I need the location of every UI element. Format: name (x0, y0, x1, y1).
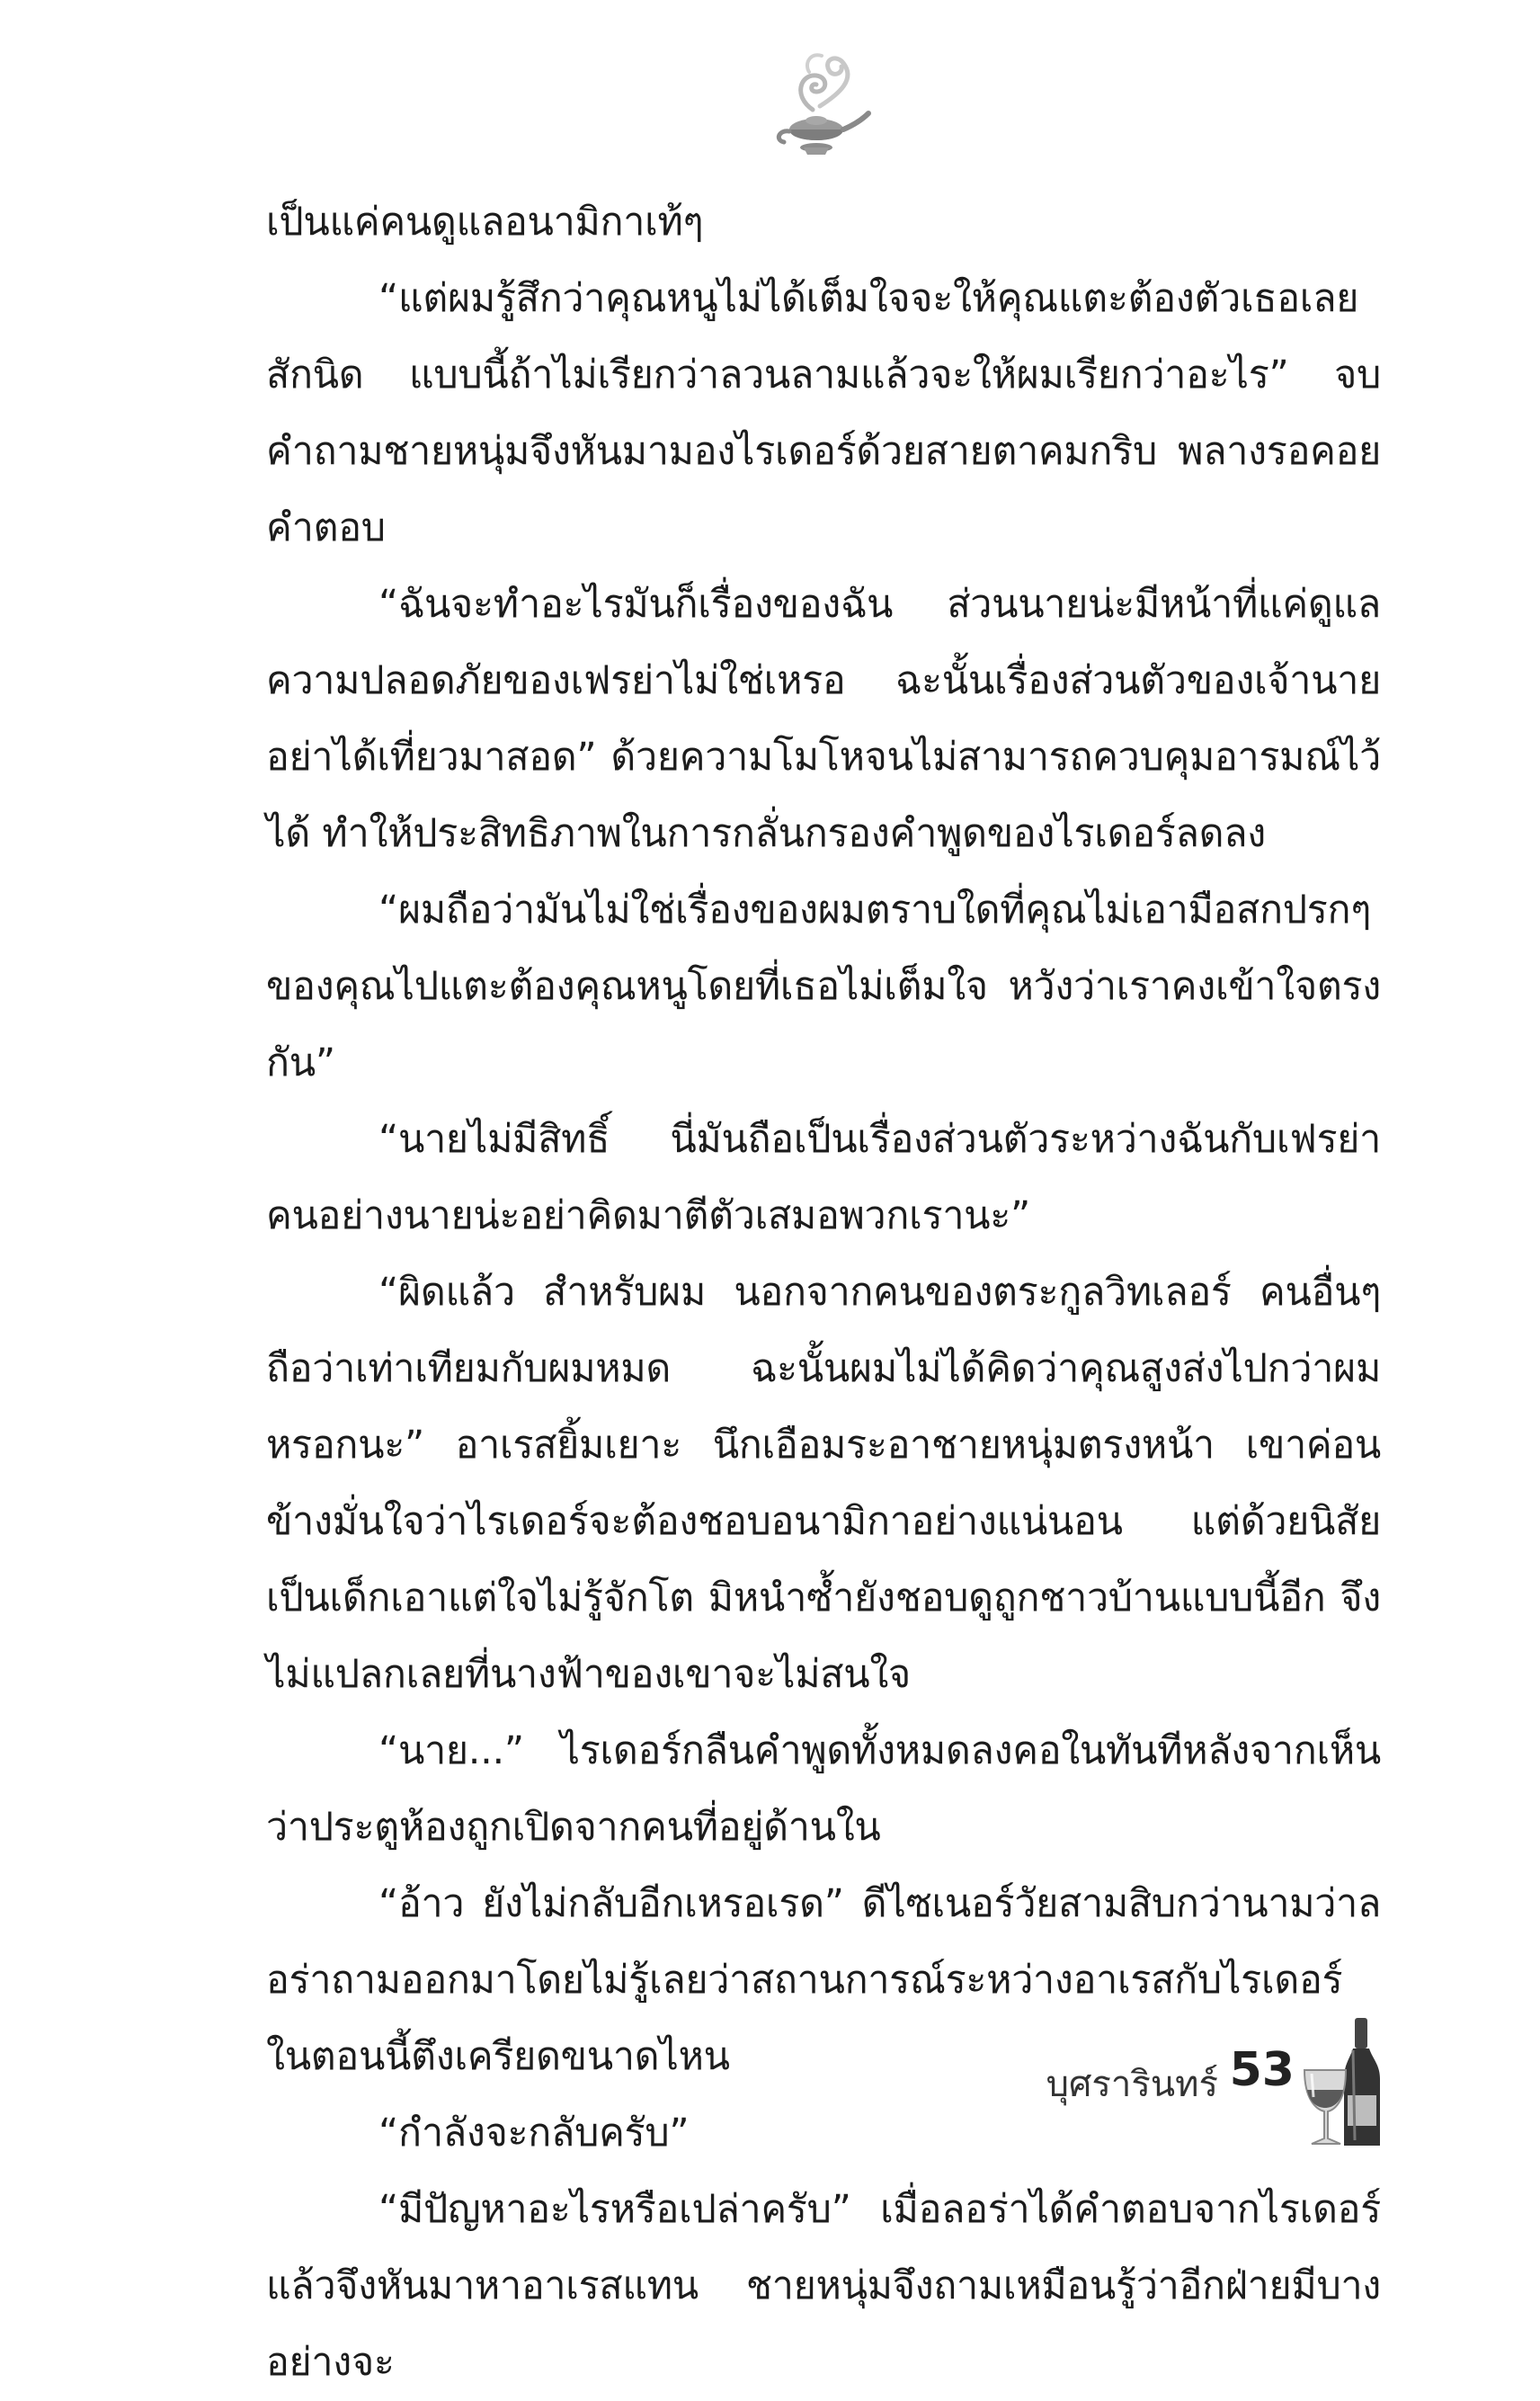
page-number: 53 (1229, 2043, 1295, 2097)
paragraph: “มีปัญหาอะไรหรือเปล่าครับ” เมื่อลอร่าได้คำตอบจากไรเดอร์แล้วจึงหันมาหาอาเรสแทน ชายหนุ่มจึงถามเหมือนรู้ว่าอีกฝ่ายมีบางอย่างจะ (266, 2187, 1381, 2385)
paragraph: “แต่ผมรู้สึกว่าคุณหนูไม่ได้เต็มใจจะให้คุณแตะต้องตัวเธอเลยสักนิด แบบนี้ถ้าไม่เรียกว่าลวนลามแล้วจะให้ผมเรียกว่าอะไร” จบคำถามชายหนุ่มจึงหันมามองไรเดอร์ด้วยสายตาคมกริบ พลางรอคอยคำตอบ (266, 276, 1381, 550)
paragraph: เป็นแค่คนดูแลอนามิกาเท้ๆ (266, 200, 704, 245)
genie-lamp-icon (757, 47, 874, 164)
paragraph: “นายไม่มีสิทธิ์ นี่มันถือเป็นเรื่องส่วนตัวระหว่างฉันกับเฟรย่าคนอย่างนายน่ะอย่าคิดมาตีตัวเสมอพวกเรานะ” (266, 1117, 1381, 1238)
paragraph: “อ้าว ยังไม่กลับอีกเหรอเรด” ดีไซเนอร์วัยสามสิบกว่านามว่าลอร่าถามออกมาโดยไม่รู้เลยว่าสถานการณ์ระหว่างอาเรสกับไรเดอร์ในตอนนี้ตึงเครียดขนาดไหน (266, 1881, 1381, 2079)
paragraph: “กำลังจะกลับครับ” (378, 2111, 690, 2156)
page-footer (1034, 2014, 1393, 2149)
paragraph: “ฉันจะทำอะไรมันก็เรื่องของฉัน ส่วนนายน่ะมีหน้าที่แค่ดูแลความปลอดภัยของเฟรย่าไม่ใช่เหรอ ฉะนั้นเรื่องส่วนตัวของเจ้านายอย่าได้เที่ยวมาสอด” ด้วยความโมโหจนไม่สามารถควบคุมอารมณ์ไว้ได้ ทำให้ประสิทธิภาพในการกลั่นกรองคำพูดของไรเดอร์ลดลง (266, 582, 1381, 856)
author-name: บุศรารินทร์ (1046, 2064, 1218, 2105)
paragraph: “ผิดแล้ว สำหรับผม นอกจากคนของตระกูลวิทเลอร์ คนอื่นๆถือว่าเท่าเทียมกับผมหมด ฉะนั้นผมไม่ได้คิดว่าคุณสูงส่งไปกว่าผมหรอกนะ” อาเรสยิ้มเยาะ นึกเอือมระอาชายหนุ่มตรงหน้า เขาค่อนข้างมั่นใจว่าไรเดอร์จะต้องชอบอนามิกาอย่างแน่นอน แต่ด้วยนิสัยเป็นเด็กเอาแต่ใจไม่รู้จักโต มิหนำซ้ำยังชอบดูถูกชาวบ้านแบบนี้อีก จึงไม่แปลกเลยที่นางฟ้าของเขาจะไม่สนใจ (266, 1270, 1381, 1697)
paragraph: “นาย...” ไรเดอร์กลืนคำพูดทั้งหมดลงคอในทันทีหลังจากเห็นว่าประตูห้องถูกเปิดจากคนที่อยู่ด้านใน (266, 1728, 1381, 1850)
wine-bottle-glass-icon (1299, 2014, 1393, 2149)
paragraph: “ผมถือว่ามันไม่ใช่เรื่องของผมตราบใดที่คุณไม่เอามือสกปรกๆของคุณไปแตะต้องคุณหนูโดยที่เธอไม่เต็มใจ หวังว่าเราคงเข้าใจตรงกัน” (266, 888, 1381, 1085)
